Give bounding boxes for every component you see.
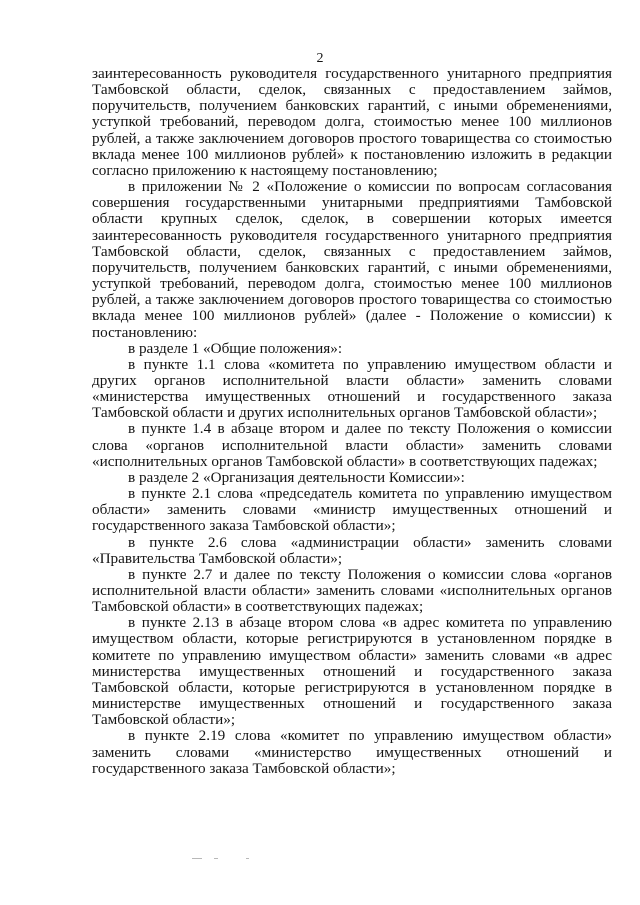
paragraph-clause-1-4: в пункте 1.4 в абзаце втором и далее по тексту Положения о комиссии слова «органов исполнительной власти области» заменить словами «исполнительных органов Тамбовской области» в соответствующих падежах;: [92, 420, 612, 470]
paragraph-clause-2-13: в пункте 2.13 в абзаце втором слова «в адрес комитета по управлению имуществом области, которые регистрируются в установленном порядке в комитете по управлению имуществом области» заменить словами «в адрес министерства имущественных отношений и государственного заказа Тамбовской области, которые регистрируются в установленном порядке в министерстве имущественных отношений и государственного заказа Тамбовской области»;: [92, 614, 612, 729]
document-body: [92, 66, 612, 777]
paragraph-clause-1-1: в пункте 1.1 слова «комитета по управлению имуществом области и других органов исполнительной власти области» заменить словами «министерства имущественных отношений и государственного заказа Тамбовской области и других исполнительных органов Тамбовской области»;: [92, 355, 612, 422]
paragraph-appendix-2: в приложении № 2 «Положение о комиссии по вопросам согласования совершения государственными унитарными предприятиями Тамбовской области крупных сделок, сделок, в совершении которых имеется заинтересованность руководителя государственного унитарного предприятия Тамбовской области, сделок, связанных с предоставлением займов, поручительств, получением банковских гарантий, с иными обременениями, уступкой требований, переводом долга, стоимостью менее 100 миллионов рублей, а также заключением договоров простого товарищества со стоимостью вклада менее 100 миллионов рублей» (далее - Положение о комиссии) к постановлению:: [92, 178, 612, 341]
paragraph-continuation: заинтересованность руководителя государственного унитарного предприятия Тамбовской области, сделок, связанных с предоставлением займов, поручительств, получением банковских гарантий, с иными обременениями, уступкой требований, переводом долга, стоимостью менее 100 миллионов рублей, а также заключением договоров простого товарищества со стоимостью вклада менее 100 миллионов рублей» к постановлению изложить в редакции согласно приложению к настоящему постановлению;: [92, 65, 612, 179]
scan-artifact: [214, 858, 218, 859]
paragraph-section-2-heading: в разделе 2 «Организация деятельности Комиссии»:: [128, 468, 465, 486]
scan-artifact: [246, 858, 249, 859]
scan-artifact: [192, 858, 202, 859]
paragraph-clause-2-6: в пункте 2.6 слова «администрации области» заменить словами «Правительства Тамбовской области»;: [92, 533, 612, 567]
paragraph-clause-2-19: в пункте 2.19 слова «комитет по управлению имуществом области» заменить словами «министерство имущественных отношений и государственного заказа Тамбовской области»;: [92, 727, 612, 777]
paragraph-clause-2-7: в пункте 2.7 и далее по тексту Положения о комиссии слова «органов исполнительной власти области» заменить словами «исполнительных органов Тамбовской области» в соответствующих падежах;: [92, 565, 612, 616]
paragraph-section-1-heading: в разделе 1 «Общие положения»:: [128, 339, 343, 357]
paragraph-clause-2-1: в пункте 2.1 слова «председатель комитета по управлению имуществом области» заменить словами «министр имущественных отношений и государственного заказа Тамбовской области»;: [92, 485, 612, 535]
page-number: 2: [316, 51, 324, 66]
